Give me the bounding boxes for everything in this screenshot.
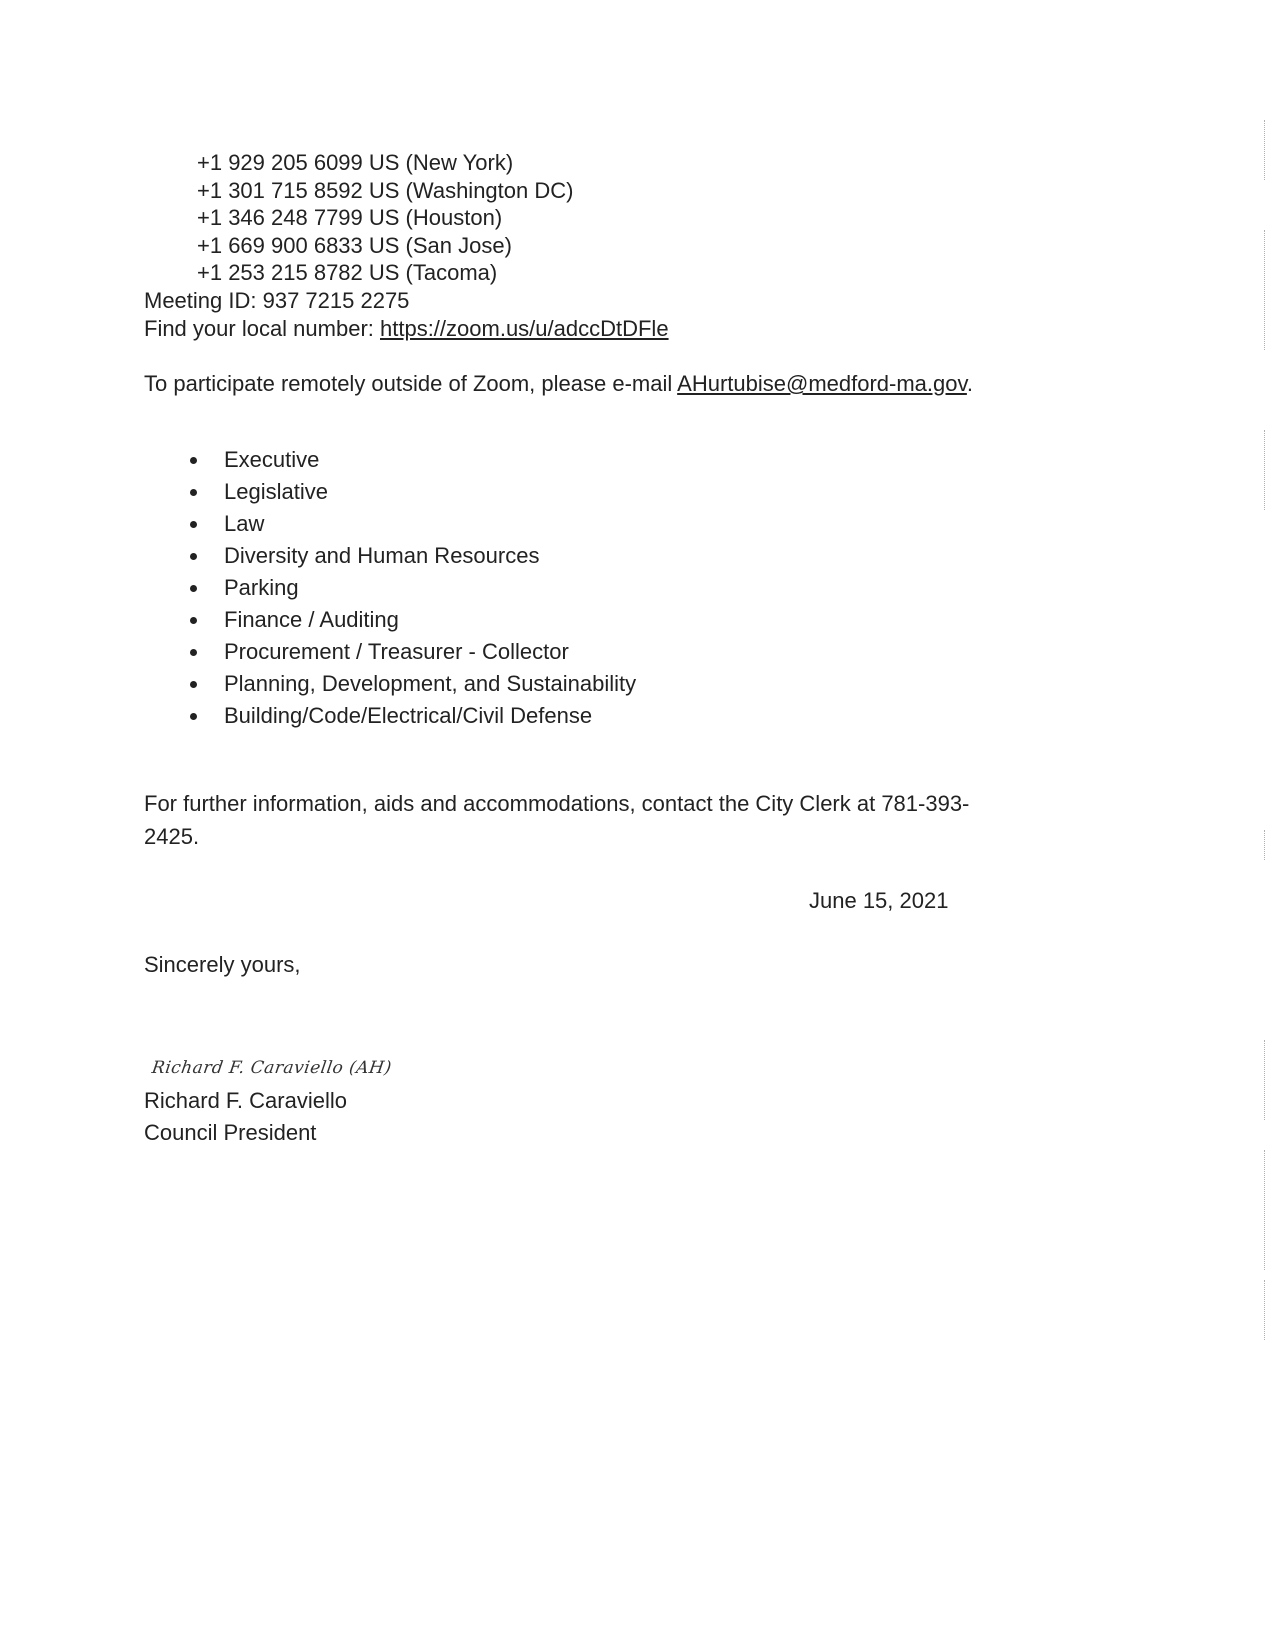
local-number-link[interactable]: https://zoom.us/u/adccDtDFle <box>380 316 669 341</box>
list-item <box>186 703 636 735</box>
list-item <box>186 671 636 703</box>
scan-edge-mark <box>1264 1040 1266 1120</box>
department-label: Planning, Development, and Sustainability <box>224 671 637 696</box>
remote-participation-text: To participate remotely outside of Zoom, please e-mail <box>144 371 678 396</box>
handwritten-signature: Richard F. Caraviello (AH) <box>150 1058 394 1078</box>
bullet-icon <box>190 713 197 720</box>
department-list <box>186 447 636 735</box>
bullet-icon <box>190 489 197 496</box>
list-item <box>186 511 636 543</box>
bullet-icon <box>190 521 197 528</box>
department-label: Law <box>224 511 265 536</box>
department-label: Legislative <box>224 479 328 504</box>
contact-line-2: 2425. <box>144 824 200 849</box>
signer-title: Council President <box>144 1120 317 1145</box>
department-label: Finance / Auditing <box>224 607 399 632</box>
dial-in-new-york: +1 929 205 6099 US (New York) <box>197 150 514 175</box>
scan-edge-mark <box>1264 1280 1266 1340</box>
department-label: Procurement / Treasurer - Collector <box>224 639 569 664</box>
list-item <box>186 447 636 479</box>
dial-in-san-jose: +1 669 900 6833 US (San Jose) <box>197 233 512 258</box>
department-label: Parking <box>224 575 299 600</box>
bullet-icon <box>190 457 197 464</box>
dial-in-washington: +1 301 715 8592 US (Washington DC) <box>197 178 574 203</box>
meeting-id: Meeting ID: 937 7215 2275 <box>144 288 410 313</box>
scan-edge-mark <box>1264 830 1266 860</box>
list-item <box>186 607 636 639</box>
dial-in-tacoma: +1 253 215 8782 US (Tacoma) <box>197 260 498 285</box>
remote-participation-end: . <box>966 371 973 396</box>
closing: Sincerely yours, <box>144 952 301 977</box>
dial-in-houston: +1 346 248 7799 US (Houston) <box>197 205 503 230</box>
bullet-icon <box>190 681 197 688</box>
list-item <box>186 479 636 511</box>
list-item <box>186 543 636 575</box>
remote-participation-line <box>144 371 973 397</box>
bullet-icon <box>190 553 197 560</box>
local-number-line <box>144 316 669 342</box>
local-number-label: Find your local number: <box>144 316 380 341</box>
department-label: Building/Code/Electrical/Civil Defense <box>224 703 593 728</box>
scan-edge-mark <box>1264 430 1266 510</box>
scan-edge-mark <box>1264 230 1266 350</box>
contact-line-1: For further information, aids and accommodations, contact the City Clerk at 781-393- <box>144 791 970 816</box>
department-label: Diversity and Human Resources <box>224 543 540 568</box>
bullet-icon <box>190 649 197 656</box>
scan-edge-mark <box>1264 120 1266 180</box>
list-item <box>186 639 636 671</box>
scan-edge-mark <box>1264 1150 1266 1270</box>
letter-date: June 15, 2021 <box>809 888 949 913</box>
department-label: Executive <box>224 447 320 472</box>
signer-name: Richard F. Caraviello <box>144 1088 347 1113</box>
bullet-icon <box>190 617 197 624</box>
bullet-icon <box>190 585 197 592</box>
remote-email-link[interactable]: AHurtubise@medford-ma.gov <box>677 371 967 396</box>
list-item <box>186 575 636 607</box>
